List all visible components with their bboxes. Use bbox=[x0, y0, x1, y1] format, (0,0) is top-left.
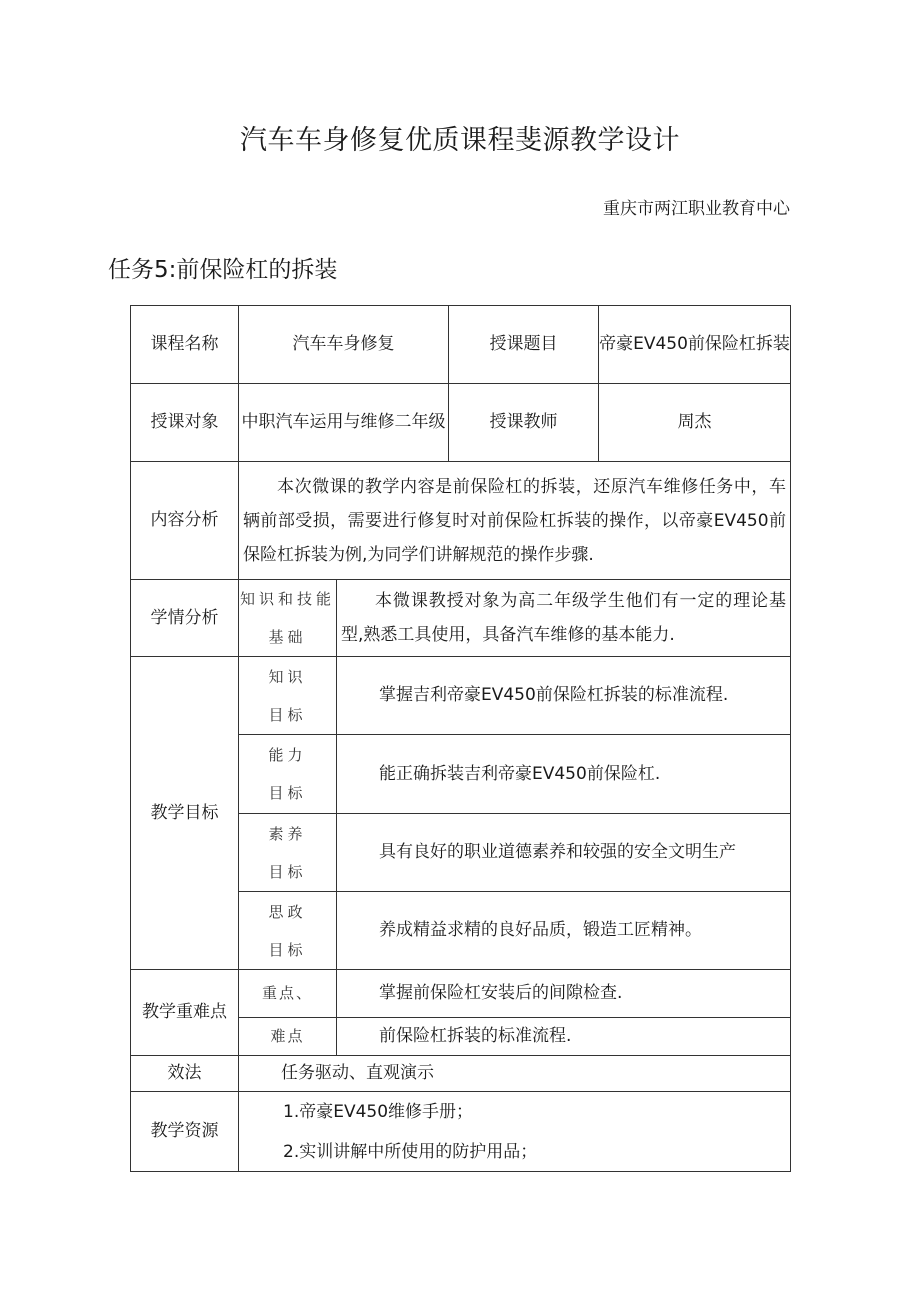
method-label: 效法 bbox=[131, 1056, 239, 1092]
lesson-plan-table bbox=[130, 305, 791, 1172]
diff-text: 前保险杠拆装的标准流程. bbox=[337, 1018, 791, 1056]
table-row bbox=[131, 306, 791, 384]
goal-text: 养成精益求精的良好品质，锻造工匠精神。 bbox=[337, 892, 791, 970]
goal-sub-label: 知识目标 bbox=[239, 657, 337, 735]
method-text: 任务驱动、直观演示 bbox=[239, 1056, 791, 1092]
topic-label: 授课题目 bbox=[449, 306, 599, 384]
table-row bbox=[131, 1092, 791, 1172]
resource-item: 2.实训讲解中所使用的防护用品； bbox=[283, 1141, 538, 1162]
resources-cell bbox=[239, 1092, 791, 1172]
key-text: 掌握前保险杠安装后的间隙检查. bbox=[337, 970, 791, 1018]
course-name-value: 汽车车身修复 bbox=[239, 306, 449, 384]
teacher-value: 周杰 bbox=[599, 384, 791, 462]
table-row bbox=[131, 1056, 791, 1092]
diff-sub-label: 难点 bbox=[239, 1018, 337, 1056]
content-label: 内容分析 bbox=[131, 462, 239, 580]
document-title: 汽车车身修复优质课程斐源教学设计 bbox=[240, 125, 680, 156]
goal-text: 能正确拆装吉利帝豪EV450前保险杠. bbox=[337, 735, 791, 814]
teacher-label: 授课教师 bbox=[449, 384, 599, 462]
goals-label: 教学目标 bbox=[131, 657, 239, 970]
learner-label: 学情分析 bbox=[131, 580, 239, 657]
keypoints-label: 教学重难点 bbox=[131, 970, 239, 1056]
table-row bbox=[131, 970, 791, 1018]
topic-value: 帝豪EV450前保险杠拆装 bbox=[599, 306, 791, 384]
table-row bbox=[131, 462, 791, 580]
audience-label: 授课对象 bbox=[131, 384, 239, 462]
learner-text: 本微课教授对象为高二年级学生他们有一定的理论基型,熟悉工具使用，具备汽车维修的基本能力. bbox=[337, 580, 791, 657]
goal-sub-label: 能力目标 bbox=[239, 735, 337, 814]
goal-text: 掌握吉利帝豪EV450前保险杠拆装的标准流程. bbox=[337, 657, 791, 735]
goal-sub-label: 思政目标 bbox=[239, 892, 337, 970]
course-name-label: 课程名称 bbox=[131, 306, 239, 384]
table-row bbox=[131, 657, 791, 735]
organization-name: 重庆市两江职业教育中心 bbox=[603, 199, 790, 219]
resources-label: 教学资源 bbox=[131, 1092, 239, 1172]
task-heading: 任务5:前保险杠的拆装 bbox=[108, 257, 338, 283]
content-text: 本次微课的教学内容是前保险杠的拆装，还原汽车维修任务中，车辆前部受损，需要进行修复时对前保险杠拆装的操作，以帝豪EV450前保险杠拆装为例,为同学们讲解规范的操作步骤. bbox=[239, 462, 791, 580]
goal-sub-label: 素养目标 bbox=[239, 814, 337, 892]
audience-value: 中职汽车运用与维修二年级 bbox=[239, 384, 449, 462]
table-row bbox=[131, 384, 791, 462]
resource-item: 1.帝豪EV450维修手册； bbox=[283, 1101, 474, 1122]
key-sub-label: 重点、 bbox=[239, 970, 337, 1018]
learner-sub-label: 知识和技能基础 bbox=[239, 580, 337, 657]
goal-text: 具有良好的职业道德素养和较强的安全文明生产 bbox=[337, 814, 791, 892]
table-row bbox=[131, 580, 791, 657]
